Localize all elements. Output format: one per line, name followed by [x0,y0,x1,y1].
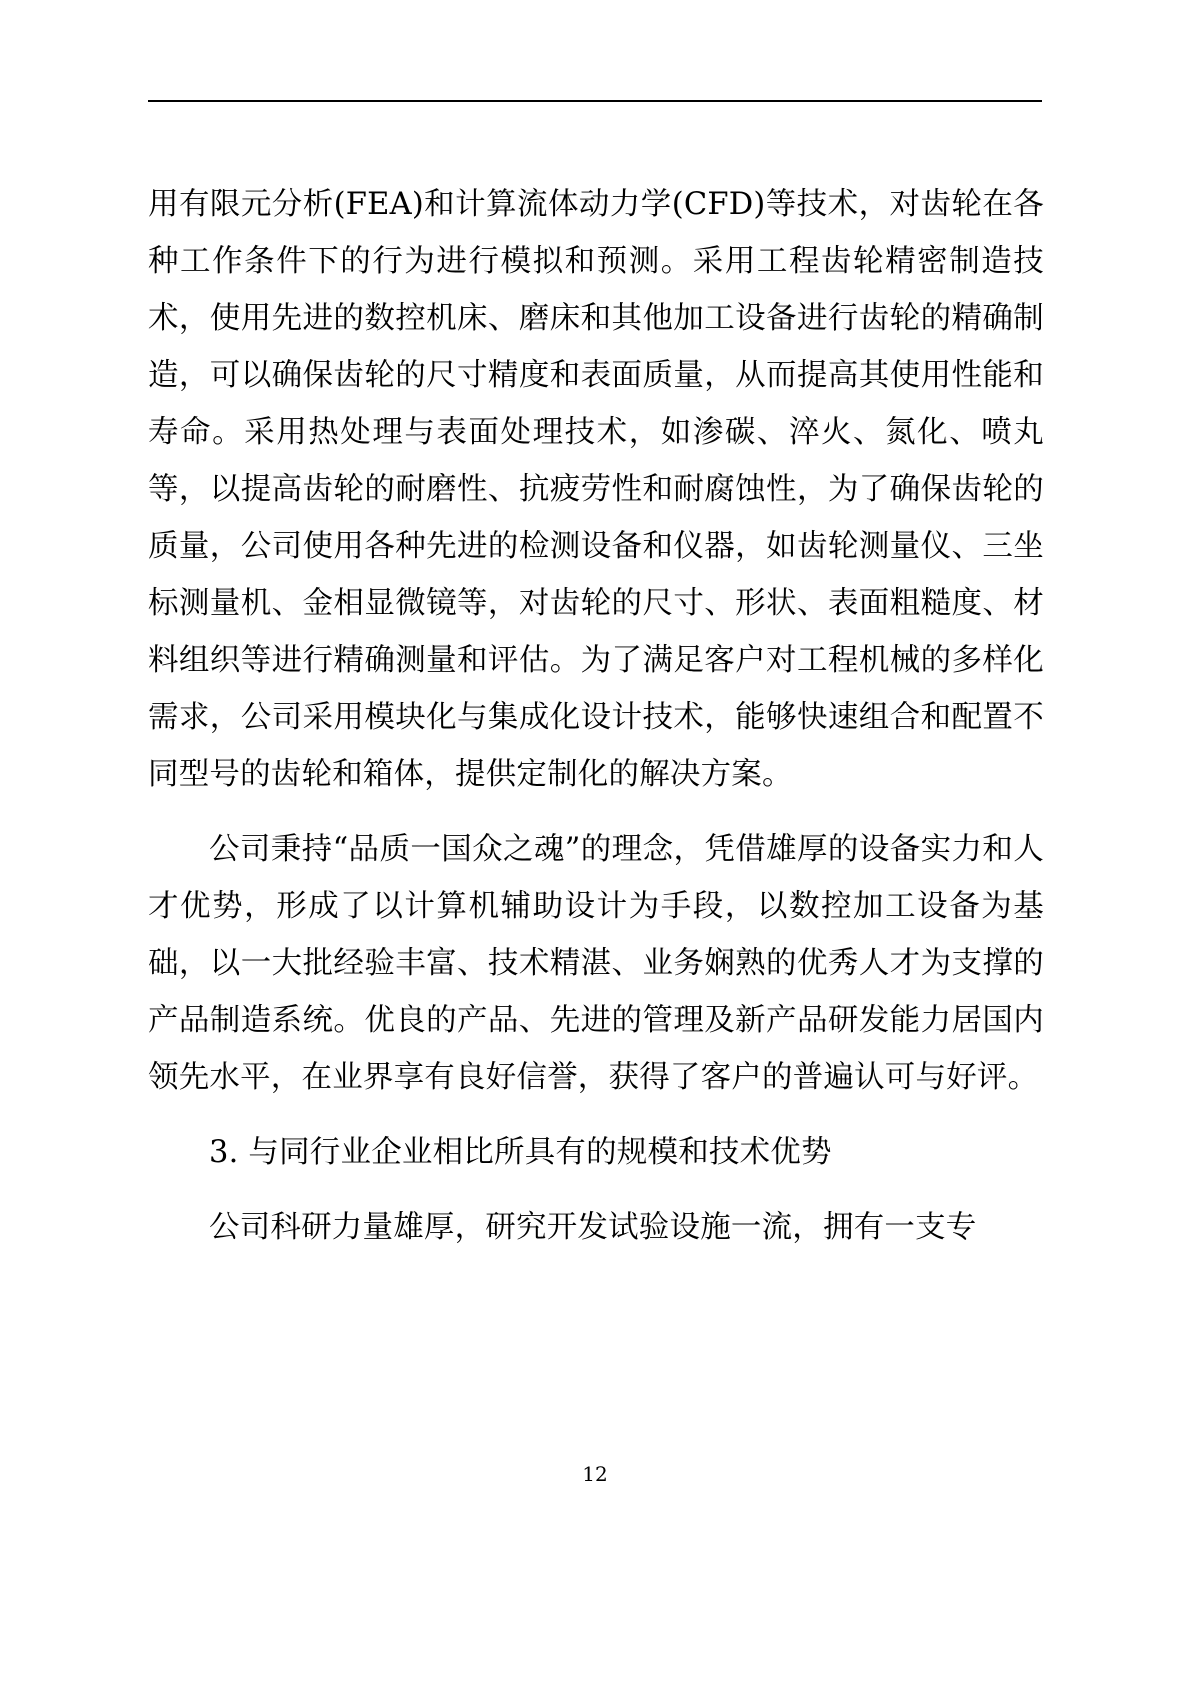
header-divider [148,100,1042,102]
paragraph-spacer [148,1106,1044,1124]
paragraph-spacer [148,803,1044,821]
page-content [148,176,1044,1256]
paragraph-spacer [148,1181,1044,1199]
body-paragraph-3: 公司科研力量雄厚，研究开发试验设施一流，拥有一支专 [209,1210,977,1245]
body-paragraph-1: 用有限元分析(FEA)和计算流体动力学(CFD)等技术，对齿轮在各种工作条件下的行为进行模拟和预测。采用工程齿轮精密制造技术，使用先进的数控机床、磨床和其他加工设备进行齿轮的精确制造，可以确保齿轮的尺寸精度和表面质量，从而提高其使用性能和寿命。采用热处理与表面处理技术，如渗碳、淬火、氮化、喷丸等，以提高齿轮的耐磨性、抗疲劳性和耐腐蚀性，为了确保齿轮的质量，公司使用各种先进的检测设备和仪器，如齿轮测量仪、三坐标测量机、金相显微镜等，对齿轮的尺寸、形状、表面粗糙度、材料组织等进行精确测量和评估。为了满足客户对工程机械的多样化需求，公司采用模块化与集成化设计技术，能够快速组合和配置不同型号的齿轮和箱体，提供定制化的解决方案。 [148,187,1044,792]
page-number: 12 [582,1462,608,1486]
section-heading-3: 3. 与同行业企业相比所具有的规模和技术优势 [209,1135,832,1170]
body-paragraph-2: 公司秉持“品质一国众之魂”的理念，凭借雄厚的设备实力和人才优势，形成了以计算机辅助设计为手段，以数控加工设备为基础，以一大批经验丰富、技术精湛、业务娴熟的优秀人才为支撑的产品制造系统。优良的产品、先进的管理及新产品研发能力居国内领先水平，在业界享有良好信誉，获得了客户的普遍认可与好评。 [148,832,1044,1095]
